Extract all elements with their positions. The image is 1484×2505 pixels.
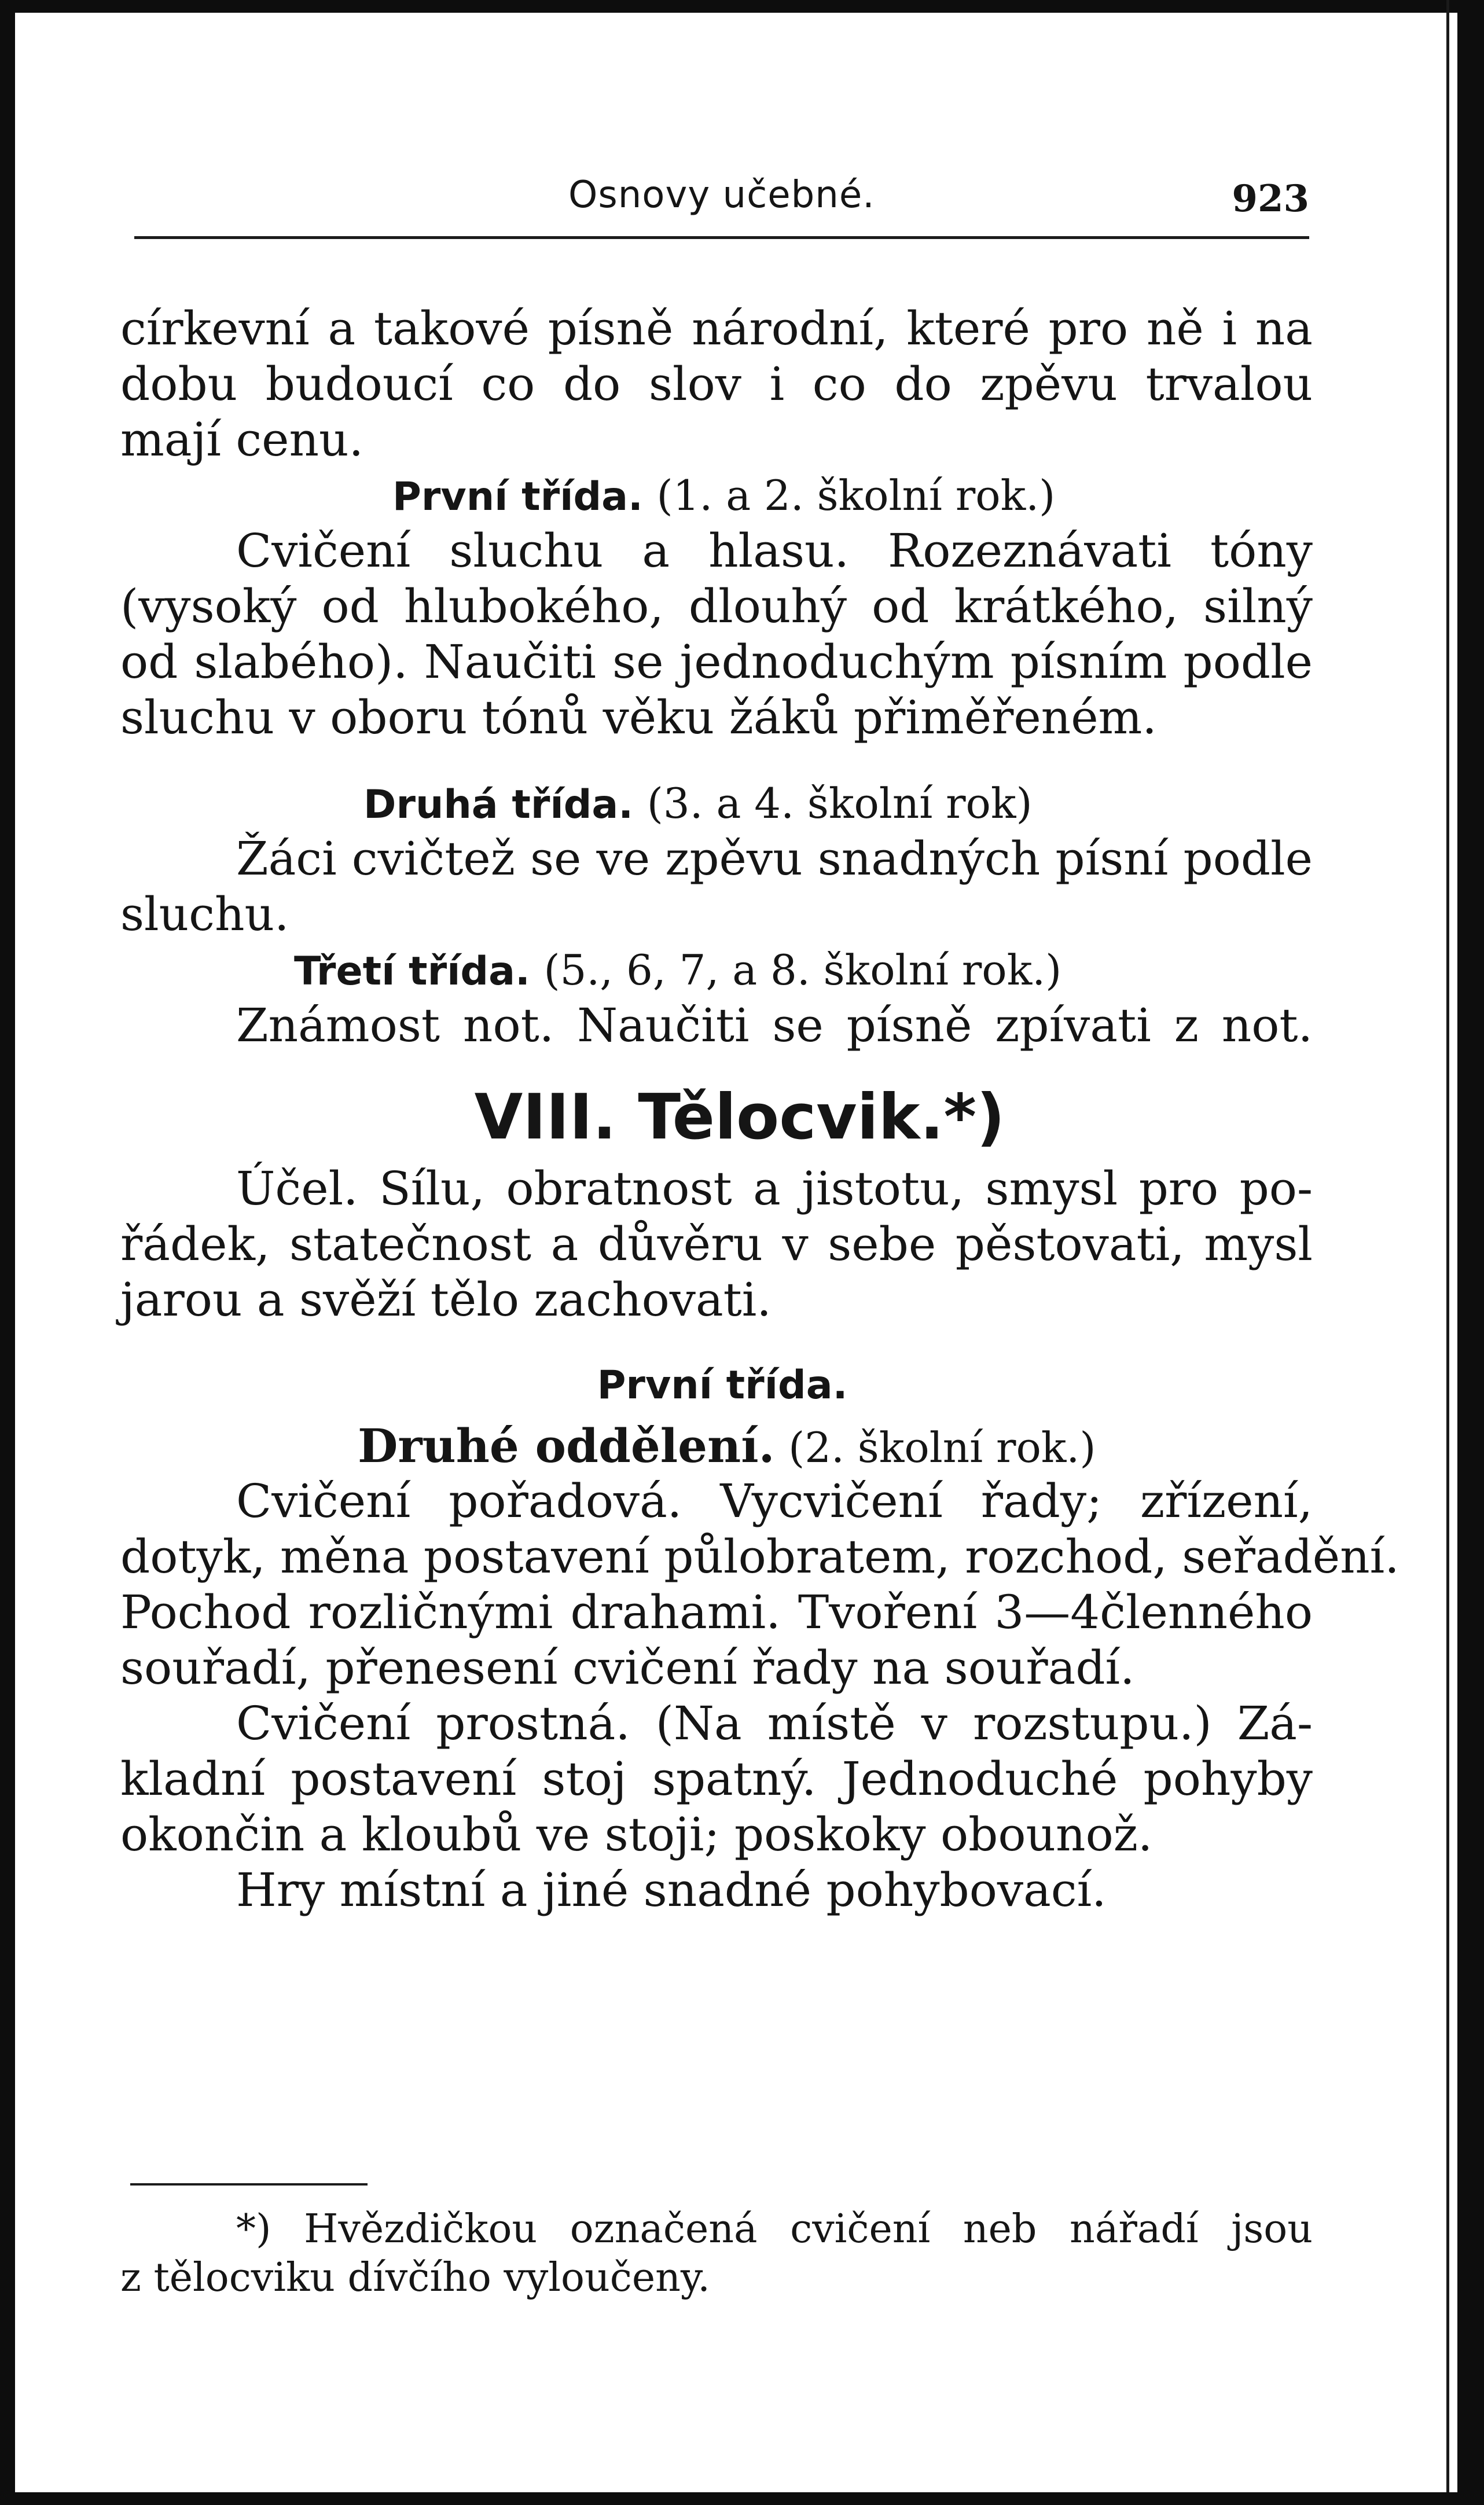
scan-border-top [0,0,1484,13]
section-title: VIII. Tělocvik.*) [474,1081,1005,1154]
class-heading-years: (1. a 2. školní rok.) [656,471,1056,520]
class-heading-title: Třetí třída. [294,949,530,994]
class-heading [120,942,1313,998]
text-line: kladní postavení stoj spatný. Jednoduché pohyby [120,1752,1313,1806]
page-number: 923 [1232,177,1309,221]
text-line: Hry místní a jiné snadné pohybovací. [236,1863,1107,1917]
header-rule [134,236,1309,239]
text-line: sluchu. [120,887,289,941]
text-line: řádek, statečnost a důvěru v sebe pěstovati, mysl [120,1217,1313,1271]
division-heading-title: Druhé oddělení. [358,1419,775,1473]
footnote-line: *) Hvězdičkou označená cvičení neb nářadí jsou [236,2206,1313,2252]
class-heading [120,776,1313,831]
class-heading-title: Druhá třída. [363,782,634,828]
text-line: sluchu v oboru tónů věku žáků přiměřeném. [120,690,1157,744]
text-line: Cvičení sluchu a hlasu. Rozeznávati tóny [236,524,1313,578]
footnote-rule [130,2183,368,2186]
footnote-line: z tělocviku dívčího vyloučeny. [120,2255,710,2301]
text-line: církevní a takové písně národní, které pro ně i na [120,302,1313,355]
text-line: Žáci cvičtež se ve zpěvu snadných písní podle [236,832,1313,886]
class-heading: První třída. [597,1362,848,1408]
text-line: dobu budoucí co do slov i co do zpěvu trvalou [120,357,1313,411]
text-line: Pochod rozličnými drahami. Tvoření 3—4členného [120,1585,1313,1639]
text-line: okončin a kloubů ve stoji; poskoky obounož. [120,1808,1153,1861]
text-line: Účel. Sílu, obratnost a jistotu, smysl pro po- [236,1162,1313,1215]
scan-border-bottom [0,2492,1484,2505]
division-heading-years: (2. školní rok.) [788,1423,1096,1472]
footnote [120,2205,1313,2302]
scan-border-line [1446,0,1449,2505]
text-line: souřadí, přenesení cvičení řady na souřadí. [120,1641,1135,1695]
text-line: od slabého). Naučiti se jednoduchým písním podle [120,635,1313,689]
class-heading-title: První třída. [392,474,643,520]
division-heading [120,1418,1313,1474]
text-line: (vysoký od hlubokého, dlouhý od krátkého, silný [120,579,1313,633]
scan-border-left [0,0,15,2505]
page-header [134,174,1309,237]
text-line: mají cenu. [120,413,363,467]
text-line: Cvičení pořadová. Vycvičení řady; zřízení, [236,1474,1313,1528]
running-title: Osnovy učebné. [568,174,875,216]
text-line: Cvičení prostná. (Na místě v rozstupu.) Zá- [236,1696,1313,1750]
scan-border-right [1457,0,1484,2505]
text-line: dotyk, měna postavení půlobratem, rozchod, seřadění. [120,1530,1399,1584]
text-line: jarou a svěží tělo zachovati. [120,1273,772,1327]
class-heading-years: (5., 6, 7, a 8. školní rok.) [543,946,1062,994]
page-body [120,301,1399,1918]
class-heading [120,468,1313,523]
text-line: Známost not. Naučiti se písně zpívati z not. [236,998,1313,1052]
class-heading-years: (3. a 4. školní rok) [647,779,1033,828]
